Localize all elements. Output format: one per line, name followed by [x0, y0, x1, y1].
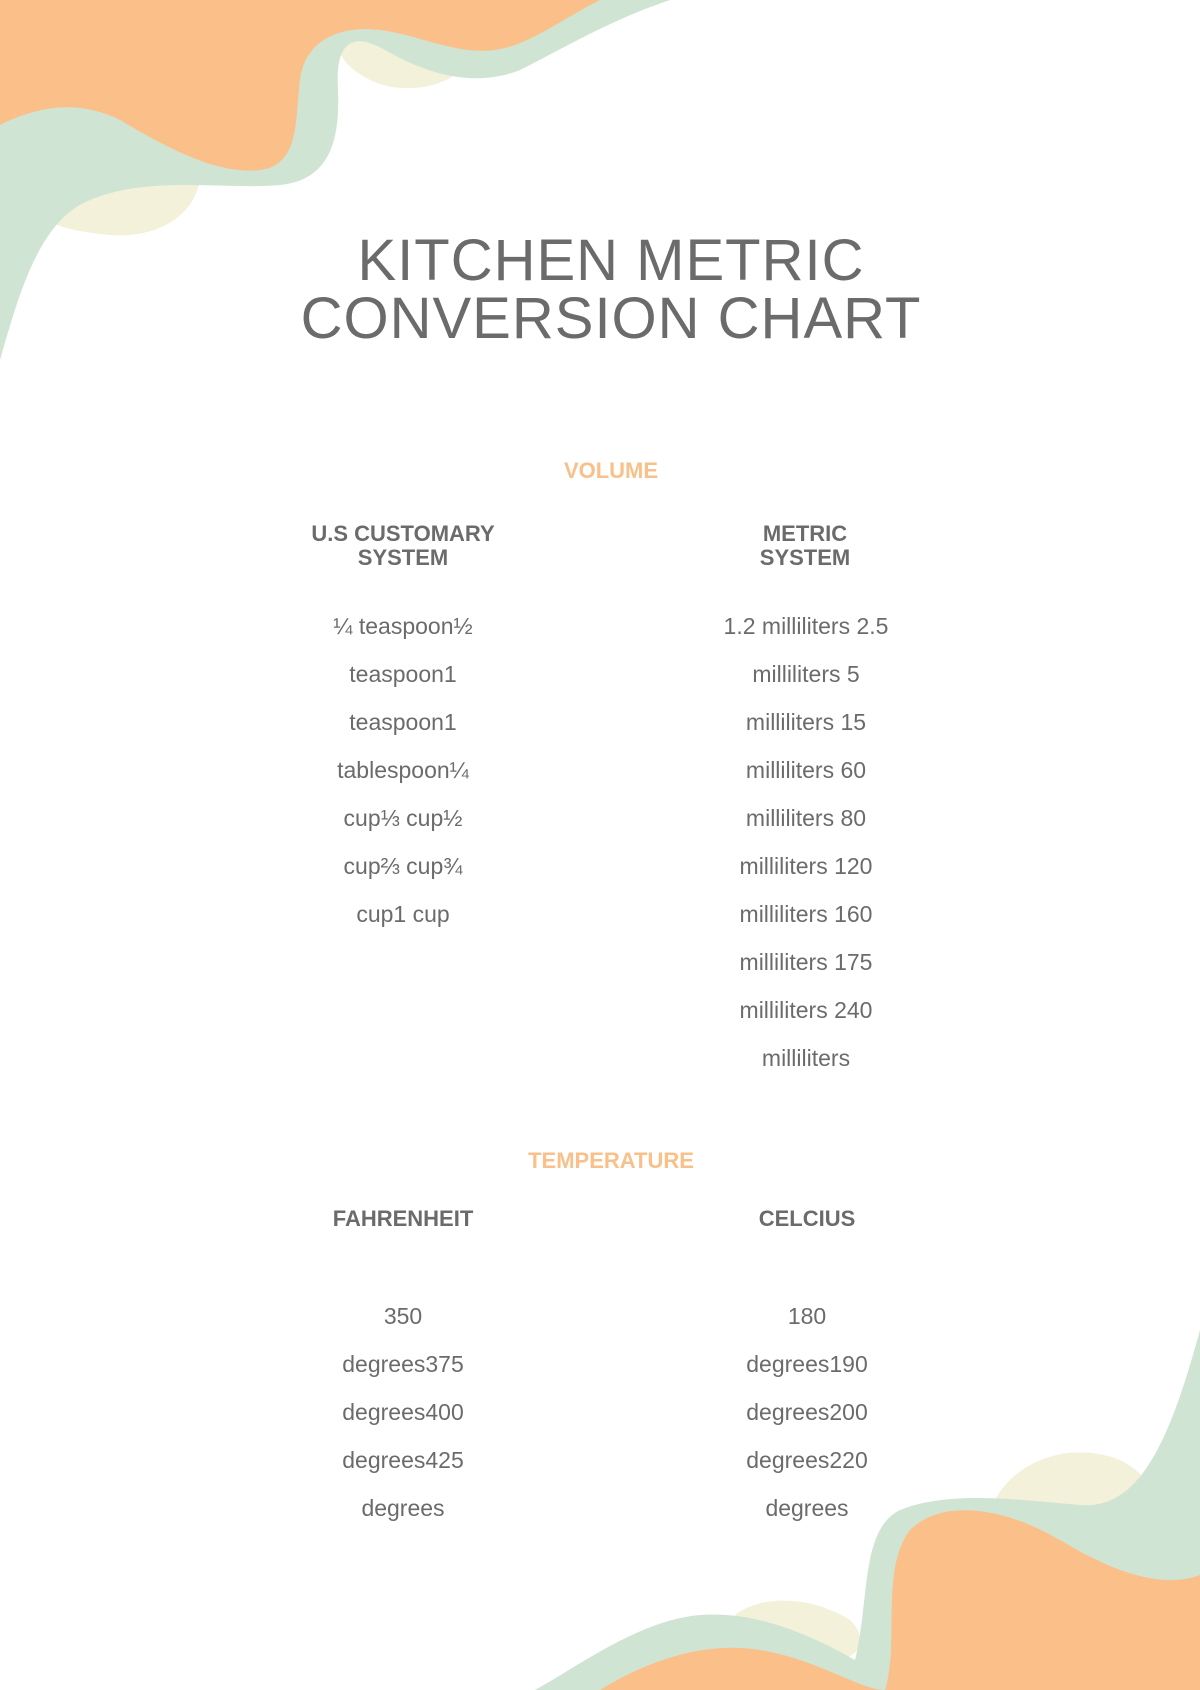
list-item: milliliters 80 — [745, 805, 867, 831]
list-item: teaspoon1 — [349, 709, 457, 735]
list-item: tablespoon¼ — [337, 757, 469, 783]
list-item: degrees220 — [746, 1447, 868, 1473]
list-item: cup⅓ cup½ — [343, 805, 463, 831]
list-item: milliliters 160 — [739, 901, 873, 927]
list-item: degrees375 — [342, 1351, 464, 1377]
list-item: ¼ teaspoon½ — [333, 613, 473, 639]
list-item: 350 — [383, 1303, 423, 1329]
title-line-1: KITCHEN METRIC — [357, 228, 865, 293]
list-item: milliliters 60 — [745, 757, 867, 783]
list-item: milliliters 5 — [752, 661, 860, 687]
list-item: cup1 cup — [356, 901, 450, 927]
page-title — [0, 228, 1200, 351]
list-item: milliliters 175 — [739, 949, 873, 975]
list-item: milliliters 120 — [739, 853, 873, 879]
list-item: 180 — [787, 1303, 827, 1329]
us-customary-header-line-1: U.S CUSTOMARY — [311, 521, 495, 546]
celcius-list — [647, 1292, 967, 1532]
metric-system-list — [646, 602, 966, 1082]
list-item: degrees425 — [342, 1447, 464, 1473]
celcius-header-label: CELCIUS — [758, 1206, 856, 1231]
celcius-header — [657, 1207, 957, 1231]
title-line-2: CONVERSION CHART — [300, 286, 922, 351]
fahrenheit-list — [243, 1292, 563, 1532]
metric-system-header — [655, 522, 955, 570]
us-customary-header-line-2: SYSTEM — [357, 545, 449, 570]
us-customary-header — [253, 522, 553, 570]
list-item: degrees200 — [746, 1399, 868, 1425]
list-item: milliliters 240 — [739, 997, 873, 1023]
list-item: degrees190 — [746, 1351, 868, 1377]
list-item: cup⅔ cup¾ — [343, 853, 463, 879]
fahrenheit-header — [253, 1207, 553, 1231]
us-customary-list — [243, 602, 563, 938]
list-item: degrees — [361, 1495, 445, 1521]
list-item: degrees400 — [342, 1399, 464, 1425]
list-item: teaspoon1 — [349, 661, 457, 687]
list-item: milliliters 15 — [745, 709, 867, 735]
list-item: 1.2 milliliters 2.5 — [723, 613, 889, 639]
volume-heading: VOLUME — [563, 458, 659, 483]
metric-system-header-line-2: SYSTEM — [759, 545, 851, 570]
temperature-heading: TEMPERATURE — [528, 1148, 694, 1173]
fahrenheit-header-label: FAHRENHEIT — [332, 1206, 474, 1231]
list-item: degrees — [765, 1495, 849, 1521]
metric-system-header-line-1: METRIC — [762, 521, 848, 546]
list-item: milliliters — [761, 1045, 851, 1071]
